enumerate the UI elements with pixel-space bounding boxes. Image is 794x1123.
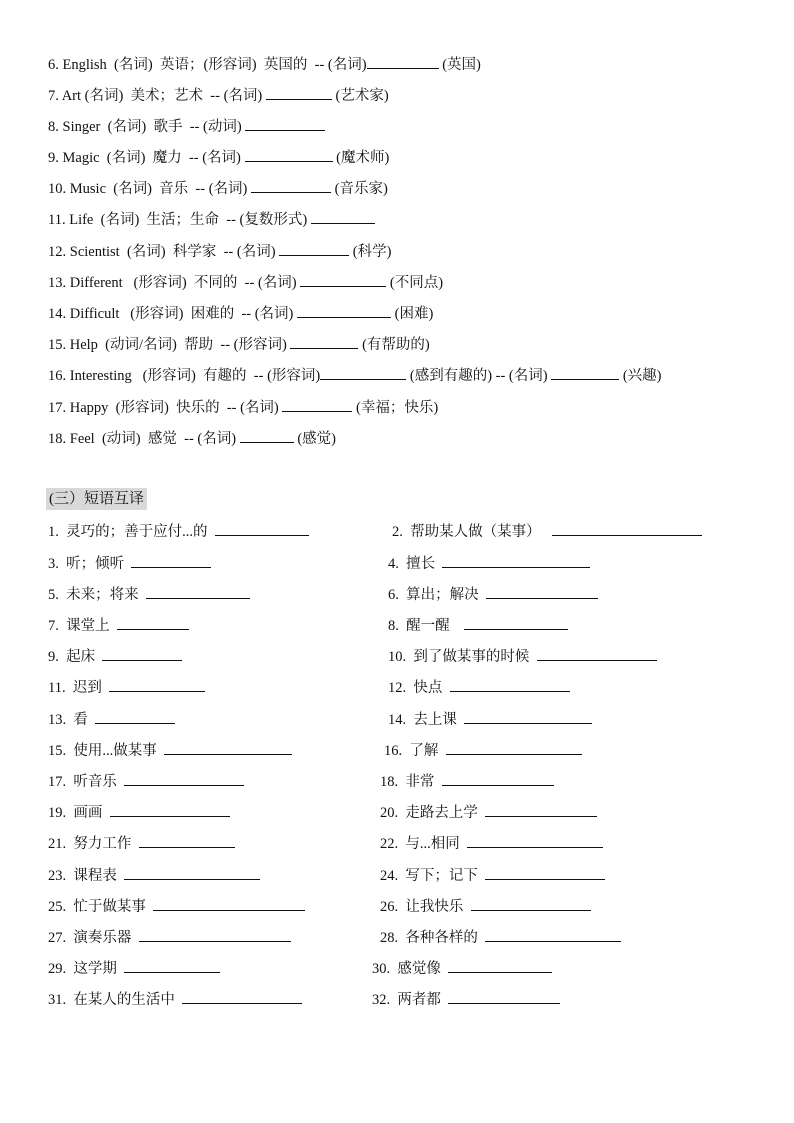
answer-blank[interactable] xyxy=(297,303,391,318)
answer-blank[interactable] xyxy=(485,927,621,942)
vocab-line: 18. Feel (动词) 感觉 -- (名词) (感觉) xyxy=(48,428,336,449)
phrase-item: 7. 课堂上 xyxy=(48,615,189,636)
phrase-item: 23. 课程表 xyxy=(48,865,260,886)
phrase-item: 22. 与...相同 xyxy=(380,833,603,854)
answer-blank[interactable] xyxy=(485,802,597,817)
answer-blank[interactable] xyxy=(153,896,305,911)
answer-blank[interactable] xyxy=(467,833,603,848)
phrase-item: 11. 迟到 xyxy=(48,677,205,698)
answer-blank[interactable] xyxy=(139,833,235,848)
phrase-item: 26. 让我快乐 xyxy=(380,896,591,917)
answer-blank[interactable] xyxy=(300,272,386,287)
answer-blank[interactable] xyxy=(131,553,211,568)
answer-blank[interactable] xyxy=(279,241,349,256)
answer-blank[interactable] xyxy=(251,178,331,193)
phrase-item: 25. 忙于做某事 xyxy=(48,896,305,917)
answer-blank[interactable] xyxy=(245,147,333,162)
phrase-item: 28. 各种各样的 xyxy=(380,927,621,948)
vocab-line: 6. English (名词) 英语；(形容词) 英国的 -- (名词) (英国) xyxy=(48,54,481,75)
answer-blank[interactable] xyxy=(464,615,568,630)
vocab-line: 12. Scientist (名词) 科学家 -- (名词) (科学) xyxy=(48,241,391,262)
answer-blank[interactable] xyxy=(442,771,554,786)
phrase-item: 12. 快点 xyxy=(388,677,570,698)
phrase-item: 13. 看 xyxy=(48,709,175,730)
phrase-item: 18. 非常 xyxy=(380,771,554,792)
phrase-item: 4. 擅长 xyxy=(388,553,590,574)
phrase-item: 3. 听；倾听 xyxy=(48,553,211,574)
vocab-line: 11. Life (名词) 生活；生命 -- (复数形式) xyxy=(48,209,375,230)
phrase-item: 31. 在某人的生活中 xyxy=(48,989,302,1010)
vocab-line: 13. Different (形容词) 不同的 -- (名词) (不同点) xyxy=(48,272,443,293)
answer-blank[interactable] xyxy=(124,958,220,973)
answer-blank[interactable] xyxy=(367,54,439,69)
phrase-item: 27. 演奏乐器 xyxy=(48,927,291,948)
answer-blank[interactable] xyxy=(448,989,560,1004)
vocab-line: 9. Magic (名词) 魔力 -- (名词) (魔术师) xyxy=(48,147,389,168)
answer-blank[interactable] xyxy=(110,802,230,817)
phrase-item: 14. 去上课 xyxy=(388,709,592,730)
answer-blank[interactable] xyxy=(102,646,182,661)
answer-blank[interactable] xyxy=(471,896,591,911)
answer-blank[interactable] xyxy=(215,521,309,536)
vocab-line: 10. Music (名词) 音乐 -- (名词) (音乐家) xyxy=(48,178,388,199)
phrase-item: 19. 画画 xyxy=(48,802,230,823)
answer-blank[interactable] xyxy=(290,334,358,349)
vocab-line: 16. Interesting (形容词) 有趣的 -- (形容词) (感到有趣的) -- (名词) (兴趣) xyxy=(48,365,662,386)
phrase-item: 20. 走路去上学 xyxy=(380,802,597,823)
answer-blank[interactable] xyxy=(551,365,619,380)
answer-blank[interactable] xyxy=(485,865,605,880)
answer-blank[interactable] xyxy=(448,958,552,973)
answer-blank[interactable] xyxy=(117,615,189,630)
answer-blank[interactable] xyxy=(552,521,702,536)
answer-blank[interactable] xyxy=(240,428,294,443)
answer-blank[interactable] xyxy=(164,740,292,755)
phrase-item: 21. 努力工作 xyxy=(48,833,235,854)
vocab-line: 15. Help (动词/名词) 帮助 -- (形容词) (有帮助的) xyxy=(48,334,430,355)
phrase-item: 2. 帮助某人做（某事） xyxy=(392,521,702,542)
vocab-line: 17. Happy (形容词) 快乐的 -- (名词) (幸福；快乐) xyxy=(48,397,438,418)
answer-blank[interactable] xyxy=(442,553,590,568)
phrase-item: 32. 两者都 xyxy=(372,989,560,1010)
answer-blank[interactable] xyxy=(320,365,406,380)
answer-blank[interactable] xyxy=(446,740,582,755)
answer-blank[interactable] xyxy=(146,584,250,599)
phrase-item: 10. 到了做某事的时候 xyxy=(388,646,657,667)
phrase-item: 16. 了解 xyxy=(384,740,582,761)
answer-blank[interactable] xyxy=(95,709,175,724)
answer-blank[interactable] xyxy=(139,927,291,942)
answer-blank[interactable] xyxy=(282,397,352,412)
answer-blank[interactable] xyxy=(464,709,592,724)
answer-blank[interactable] xyxy=(450,677,570,692)
answer-blank[interactable] xyxy=(311,209,375,224)
phrase-item: 9. 起床 xyxy=(48,646,182,667)
vocab-line: 14. Difficult (形容词) 困难的 -- (名词) (困难) xyxy=(48,303,433,324)
phrase-item: 6. 算出；解决 xyxy=(388,584,598,605)
vocab-line: 8. Singer (名词) 歌手 -- (动词) xyxy=(48,116,325,137)
answer-blank[interactable] xyxy=(266,85,332,100)
phrase-item: 15. 使用...做某事 xyxy=(48,740,292,761)
answer-blank[interactable] xyxy=(182,989,302,1004)
phrase-item: 24. 写下；记下 xyxy=(380,865,605,886)
phrase-item: 1. 灵巧的；善于应付...的 xyxy=(48,521,309,542)
answer-blank[interactable] xyxy=(109,677,205,692)
section-title: (三）短语互译 xyxy=(46,488,147,510)
phrase-item: 5. 未来；将来 xyxy=(48,584,250,605)
vocab-line: 7. Art (名词) 美术；艺术 -- (名词) (艺术家) xyxy=(48,85,389,106)
answer-blank[interactable] xyxy=(124,865,260,880)
answer-blank[interactable] xyxy=(486,584,598,599)
answer-blank[interactable] xyxy=(245,116,325,131)
phrase-item: 30. 感觉像 xyxy=(372,958,552,979)
answer-blank[interactable] xyxy=(537,646,657,661)
phrase-item: 29. 这学期 xyxy=(48,958,220,979)
phrase-item: 8. 醒一醒 xyxy=(388,615,568,636)
answer-blank[interactable] xyxy=(124,771,244,786)
phrase-item: 17. 听音乐 xyxy=(48,771,244,792)
